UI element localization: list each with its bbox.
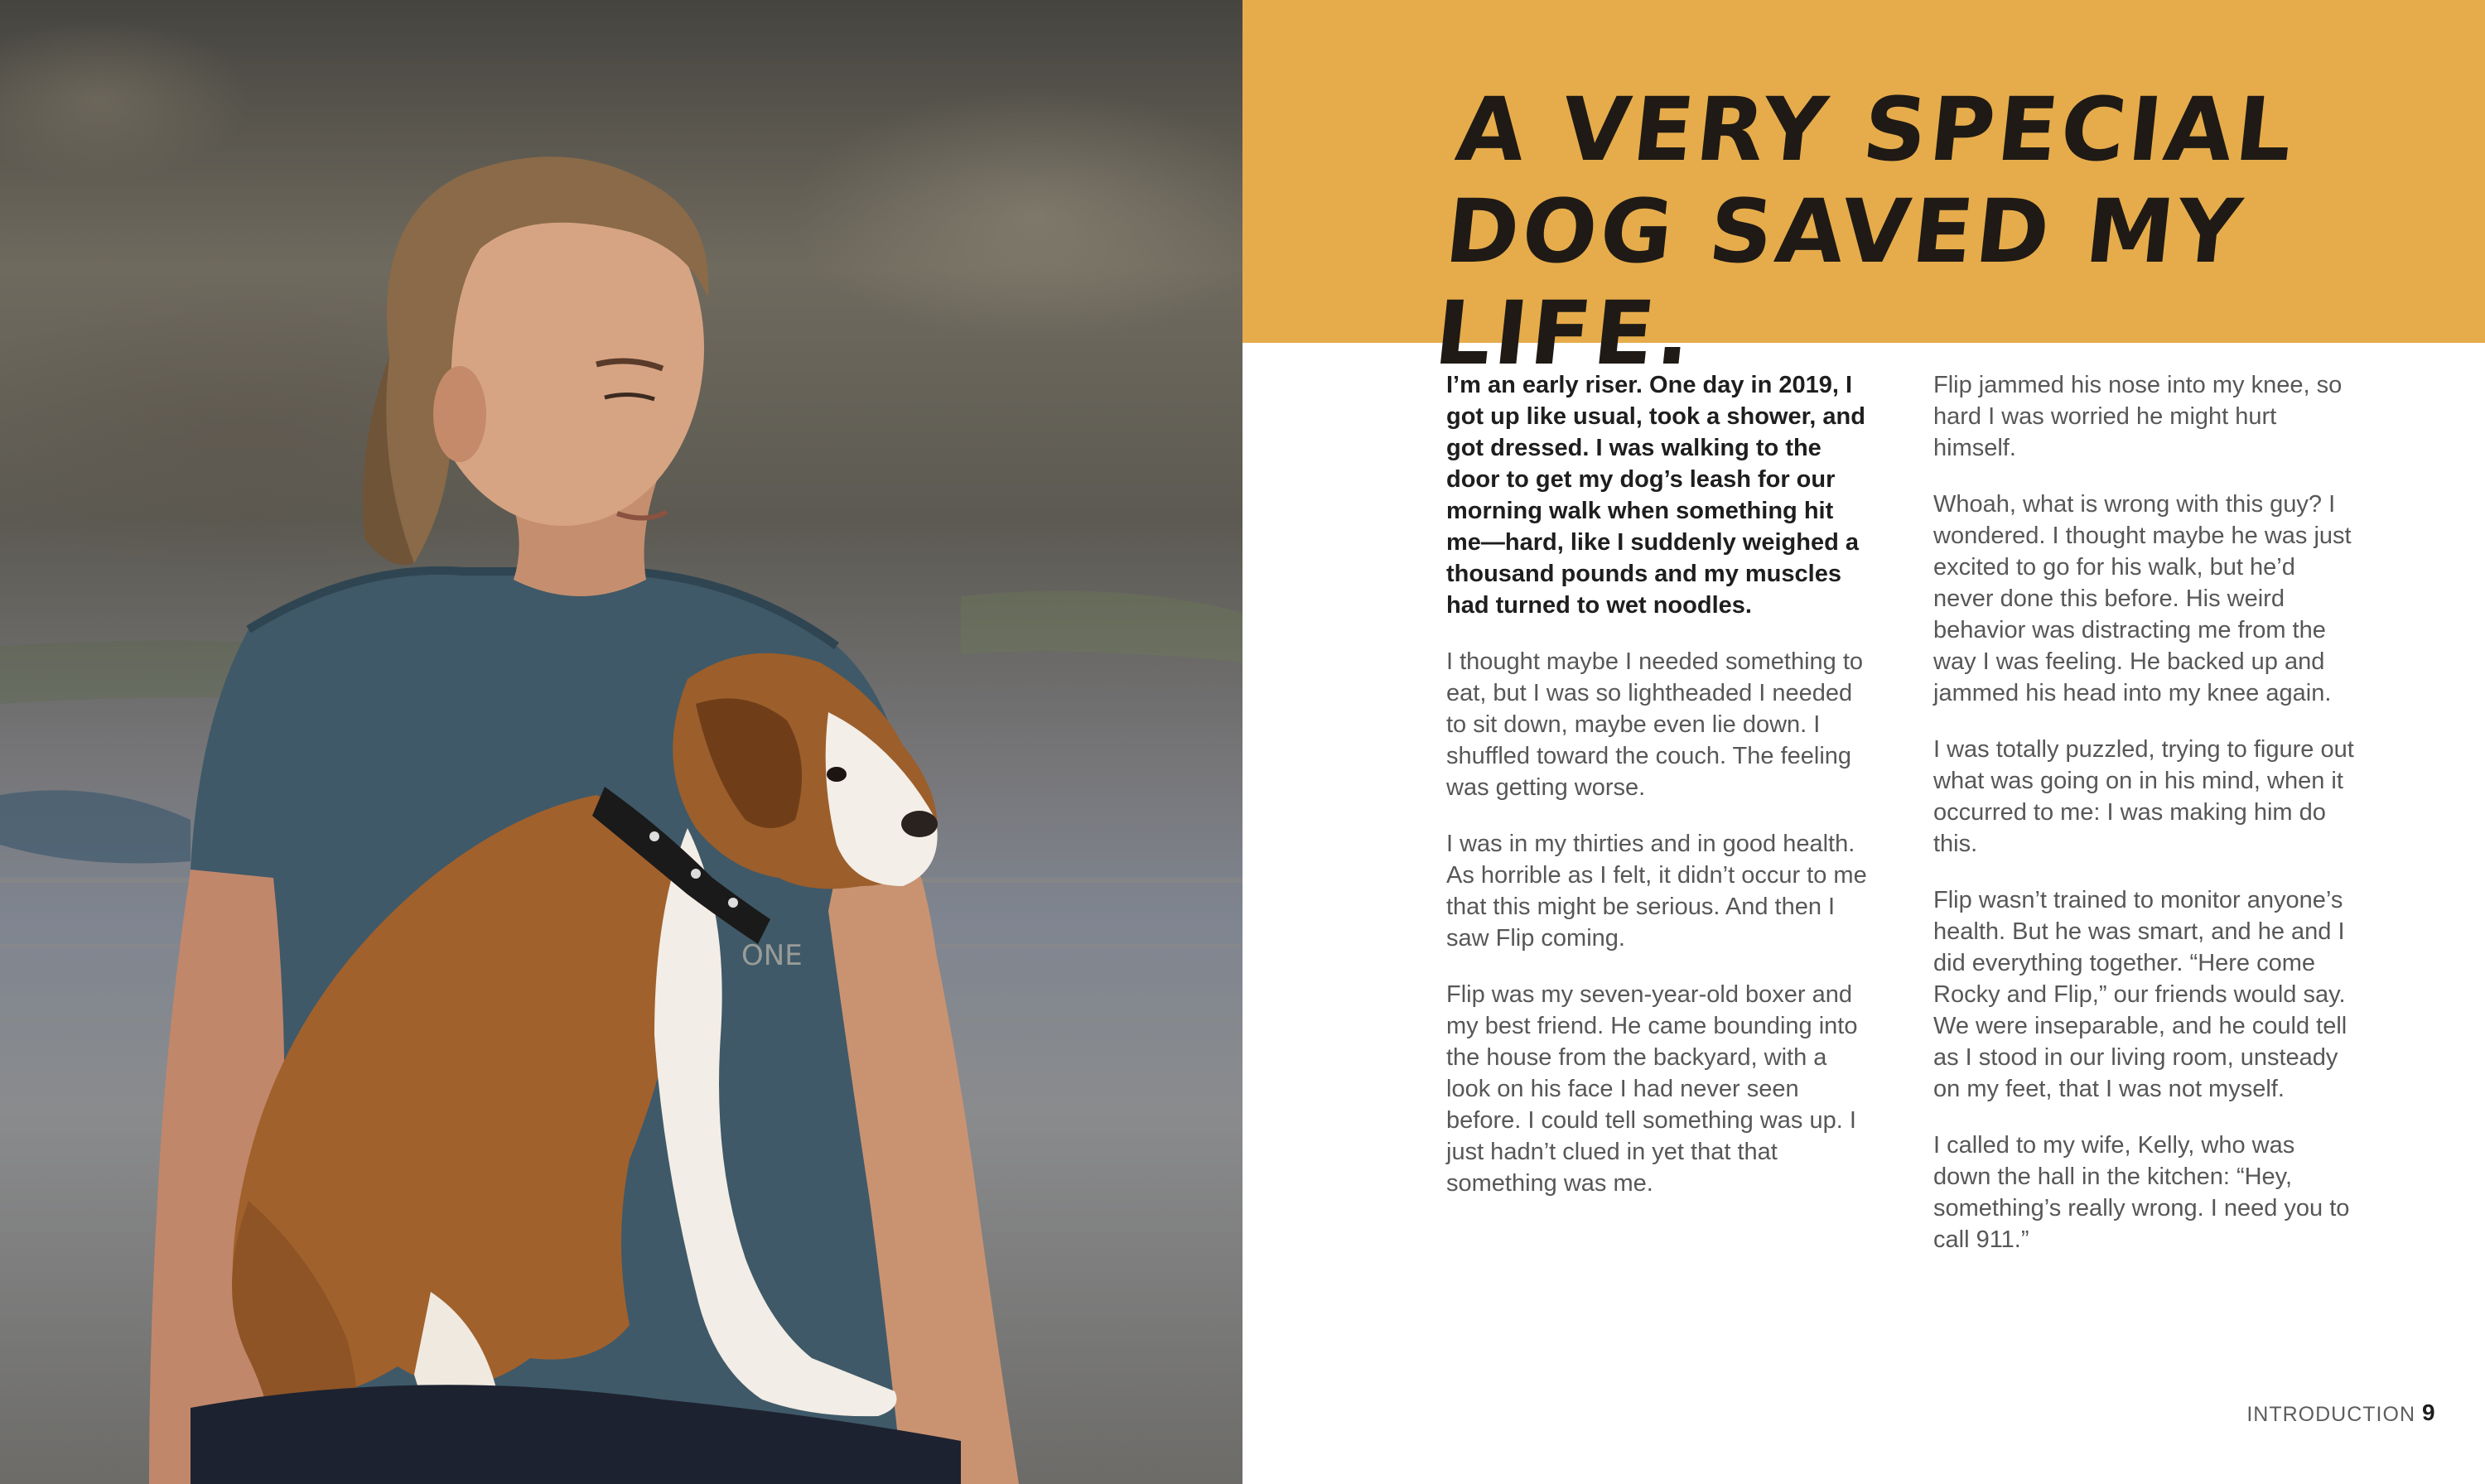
- body-paragraph: Flip wasn’t trained to monitor anyone’s health. But he was smart, and he and I did everything together. “Here come Rocky and Flip,” our friends would say. We were inseparable, and he could tell as I stood in our living room, unsteady on my feet, that I was not myself.: [1933, 887, 2347, 1102]
- running-footer-section: INTRODUCTION: [2246, 1403, 2415, 1426]
- body-paragraph: Whoah, what is wrong with this guy? I wondered. I thought maybe he was just excited to go for his walk, but he’d never done this before. His weird behavior was distracting me from the way I was feeling. He backed up and jammed his head into my knee again.: [1933, 491, 2352, 706]
- body-paragraph: I called to my wife, Kelly, who was down the hall in the kitchen: “Hey, something’s really wrong. I need you to call 911.”: [1933, 1132, 2350, 1253]
- body-paragraph: I was totally puzzled, trying to figure out what was going on in his mind, when it occurred to me: I was making him do this.: [1933, 736, 2354, 857]
- photo-illustration: [0, 0, 1242, 1484]
- title-banner: [1242, 0, 2485, 384]
- body-paragraph: Flip was my seven-year-old boxer and my best friend. He came bounding into the house from the backyard, with a look on his face I had never seen before. I could tell something was up. I just hadn’t clued in yet that that something was me.: [1446, 981, 1858, 1197]
- lead-paragraph: I’m an early riser. One day in 2019, I got up like usual, took a shower, and got dressed. I was walking to the door to get my dog’s leash for our morning walk when something hit me—hard, like I suddenly weighed a thousand pounds and my muscles had turned to wet noodles.: [1446, 372, 1865, 619]
- text-column-right: [1933, 369, 2356, 1280]
- text-page: [1242, 0, 2485, 1484]
- body-paragraph: I was in my thirties and in good health. As horrible as I felt, it didn’t occur to me that this might be serious. And then I saw Flip coming.: [1446, 831, 1867, 952]
- page-number: 9: [2422, 1400, 2435, 1425]
- man-with-dog-photo: [0, 0, 1242, 1484]
- body-paragraph: I thought maybe I needed something to eat, but I was so lightheaded I needed to sit down, maybe even lie down. I shuffled toward the couch. The feeling was getting worse.: [1446, 648, 1864, 801]
- shirt-print-text: ONE: [741, 939, 803, 972]
- text-column-left: [1446, 369, 1869, 1224]
- chapter-headline: A VERY SPECIAL DOG SAVED MY LIFE.: [1430, 79, 2301, 384]
- body-paragraph: Flip jammed his nose into my knee, so hard I was worried he might hurt himself.: [1933, 372, 2343, 461]
